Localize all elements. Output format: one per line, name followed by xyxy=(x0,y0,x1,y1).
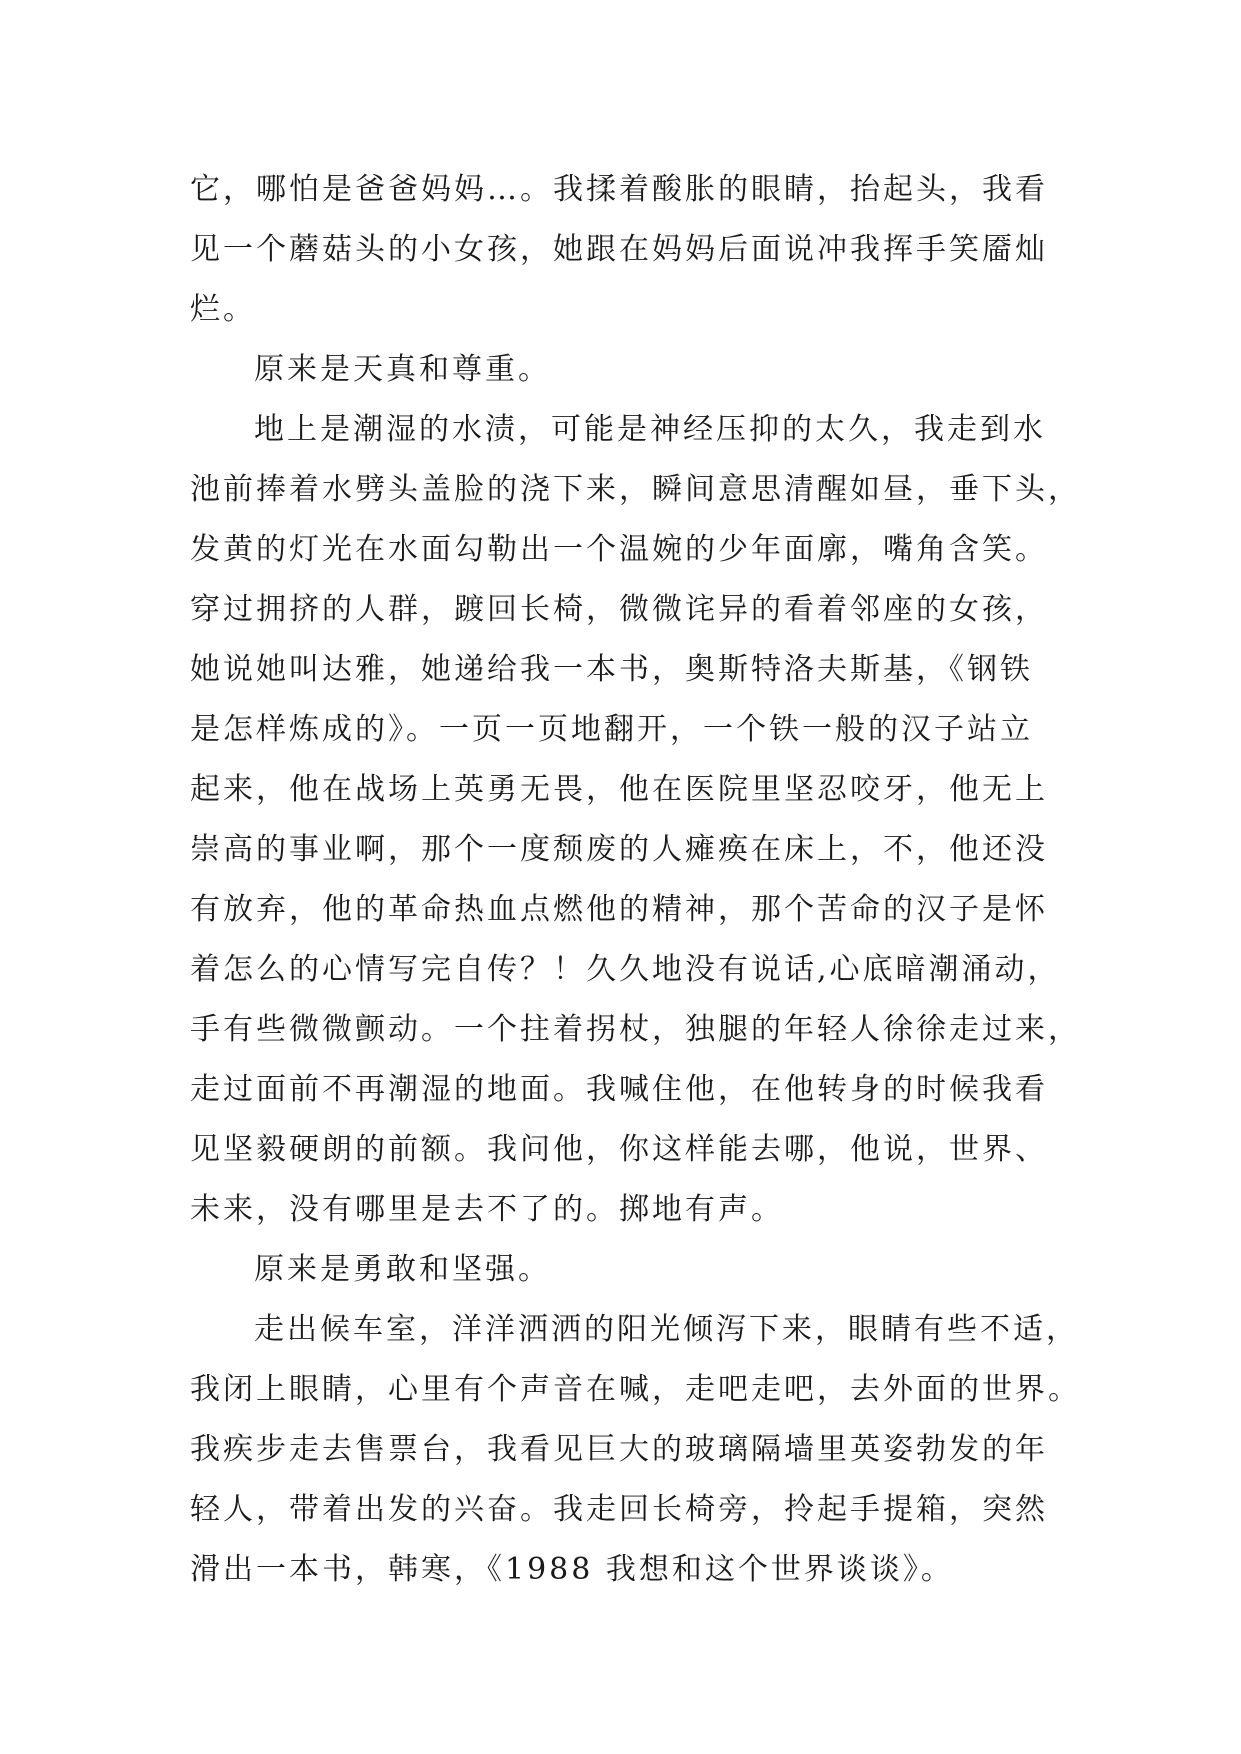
text-line: 原来是勇敢和坚强。 xyxy=(254,1252,551,1287)
text-line: 原来是天真和尊重。 xyxy=(254,352,551,387)
text-line: 崇高的事业啊，那个一度颓废的人瘫痪在床上，不，他还没 xyxy=(190,832,1048,867)
text-line: 手有些微微颤动。一个拄着拐杖，独腿的年轻人徐徐走过来， xyxy=(190,1012,1081,1047)
text-line: 她说她叫达雅，她递给我一本书，奥斯特洛夫斯基，《钢铁 xyxy=(190,652,1033,687)
text-line: 着怎么的心情写完自传？！久久地没有说话,心底暗潮涌动， xyxy=(190,952,1061,987)
text-line: 见坚毅硬朗的前额。我问他，你这样能去哪，他说，世界、 xyxy=(190,1132,1048,1167)
text-line: 走出候车室，洋洋洒洒的阳光倾泻下来，眼睛有些不适， xyxy=(254,1312,1079,1347)
text-line: 地上是潮湿的水渍，可能是神经压抑的太久，我走到水 xyxy=(254,412,1046,447)
text-line: 它，哪怕是爸爸妈妈…。我揉着酸胀的眼睛，抬起头，我看 xyxy=(190,172,1048,207)
text-line: 未来，没有哪里是去不了的。掷地有声。 xyxy=(190,1192,784,1227)
text-line: 走过面前不再潮湿的地面。我喊住他，在他转身的时候我看 xyxy=(190,1072,1048,1107)
text-line: 是怎样炼成的》。一页一页地翻开，一个铁一般的汉子站立 xyxy=(190,712,1033,747)
text-line: 我疾步走去售票台，我看见巨大的玻璃隔墙里英姿勃发的年 xyxy=(190,1432,1048,1467)
text-line: 轻人，带着出发的兴奋。我走回长椅旁，拎起手提箱，突然 xyxy=(190,1492,1048,1527)
text-line: 滑出一本书，韩寒，《1988 我想和这个世界谈谈》。 xyxy=(190,1552,954,1587)
body-text xyxy=(190,160,1090,1600)
text-line: 我闭上眼睛，心里有个声音在喊，走吧走吧，去外面的世界。 xyxy=(190,1372,1081,1407)
text-line: 起来，他在战场上英勇无畏，他在医院里坚忍咬牙，他无上 xyxy=(190,772,1048,807)
text-line: 穿过拥挤的人群，踱回长椅，微微诧异的看着邻座的女孩， xyxy=(190,592,1048,627)
text-line: 有放弃，他的革命热血点燃他的精神，那个苦命的汉子是怀 xyxy=(190,892,1048,927)
text-line: 发黄的灯光在水面勾勒出一个温婉的少年面廓，嘴角含笑。 xyxy=(190,532,1048,567)
text-line: 池前捧着水劈头盖脸的浇下来，瞬间意思清醒如昼，垂下头， xyxy=(190,472,1081,507)
text-line: 烂。 xyxy=(190,292,256,327)
text-line: 见一个蘑菇头的小女孩，她跟在妈妈后面说冲我挥手笑靥灿 xyxy=(190,232,1048,267)
